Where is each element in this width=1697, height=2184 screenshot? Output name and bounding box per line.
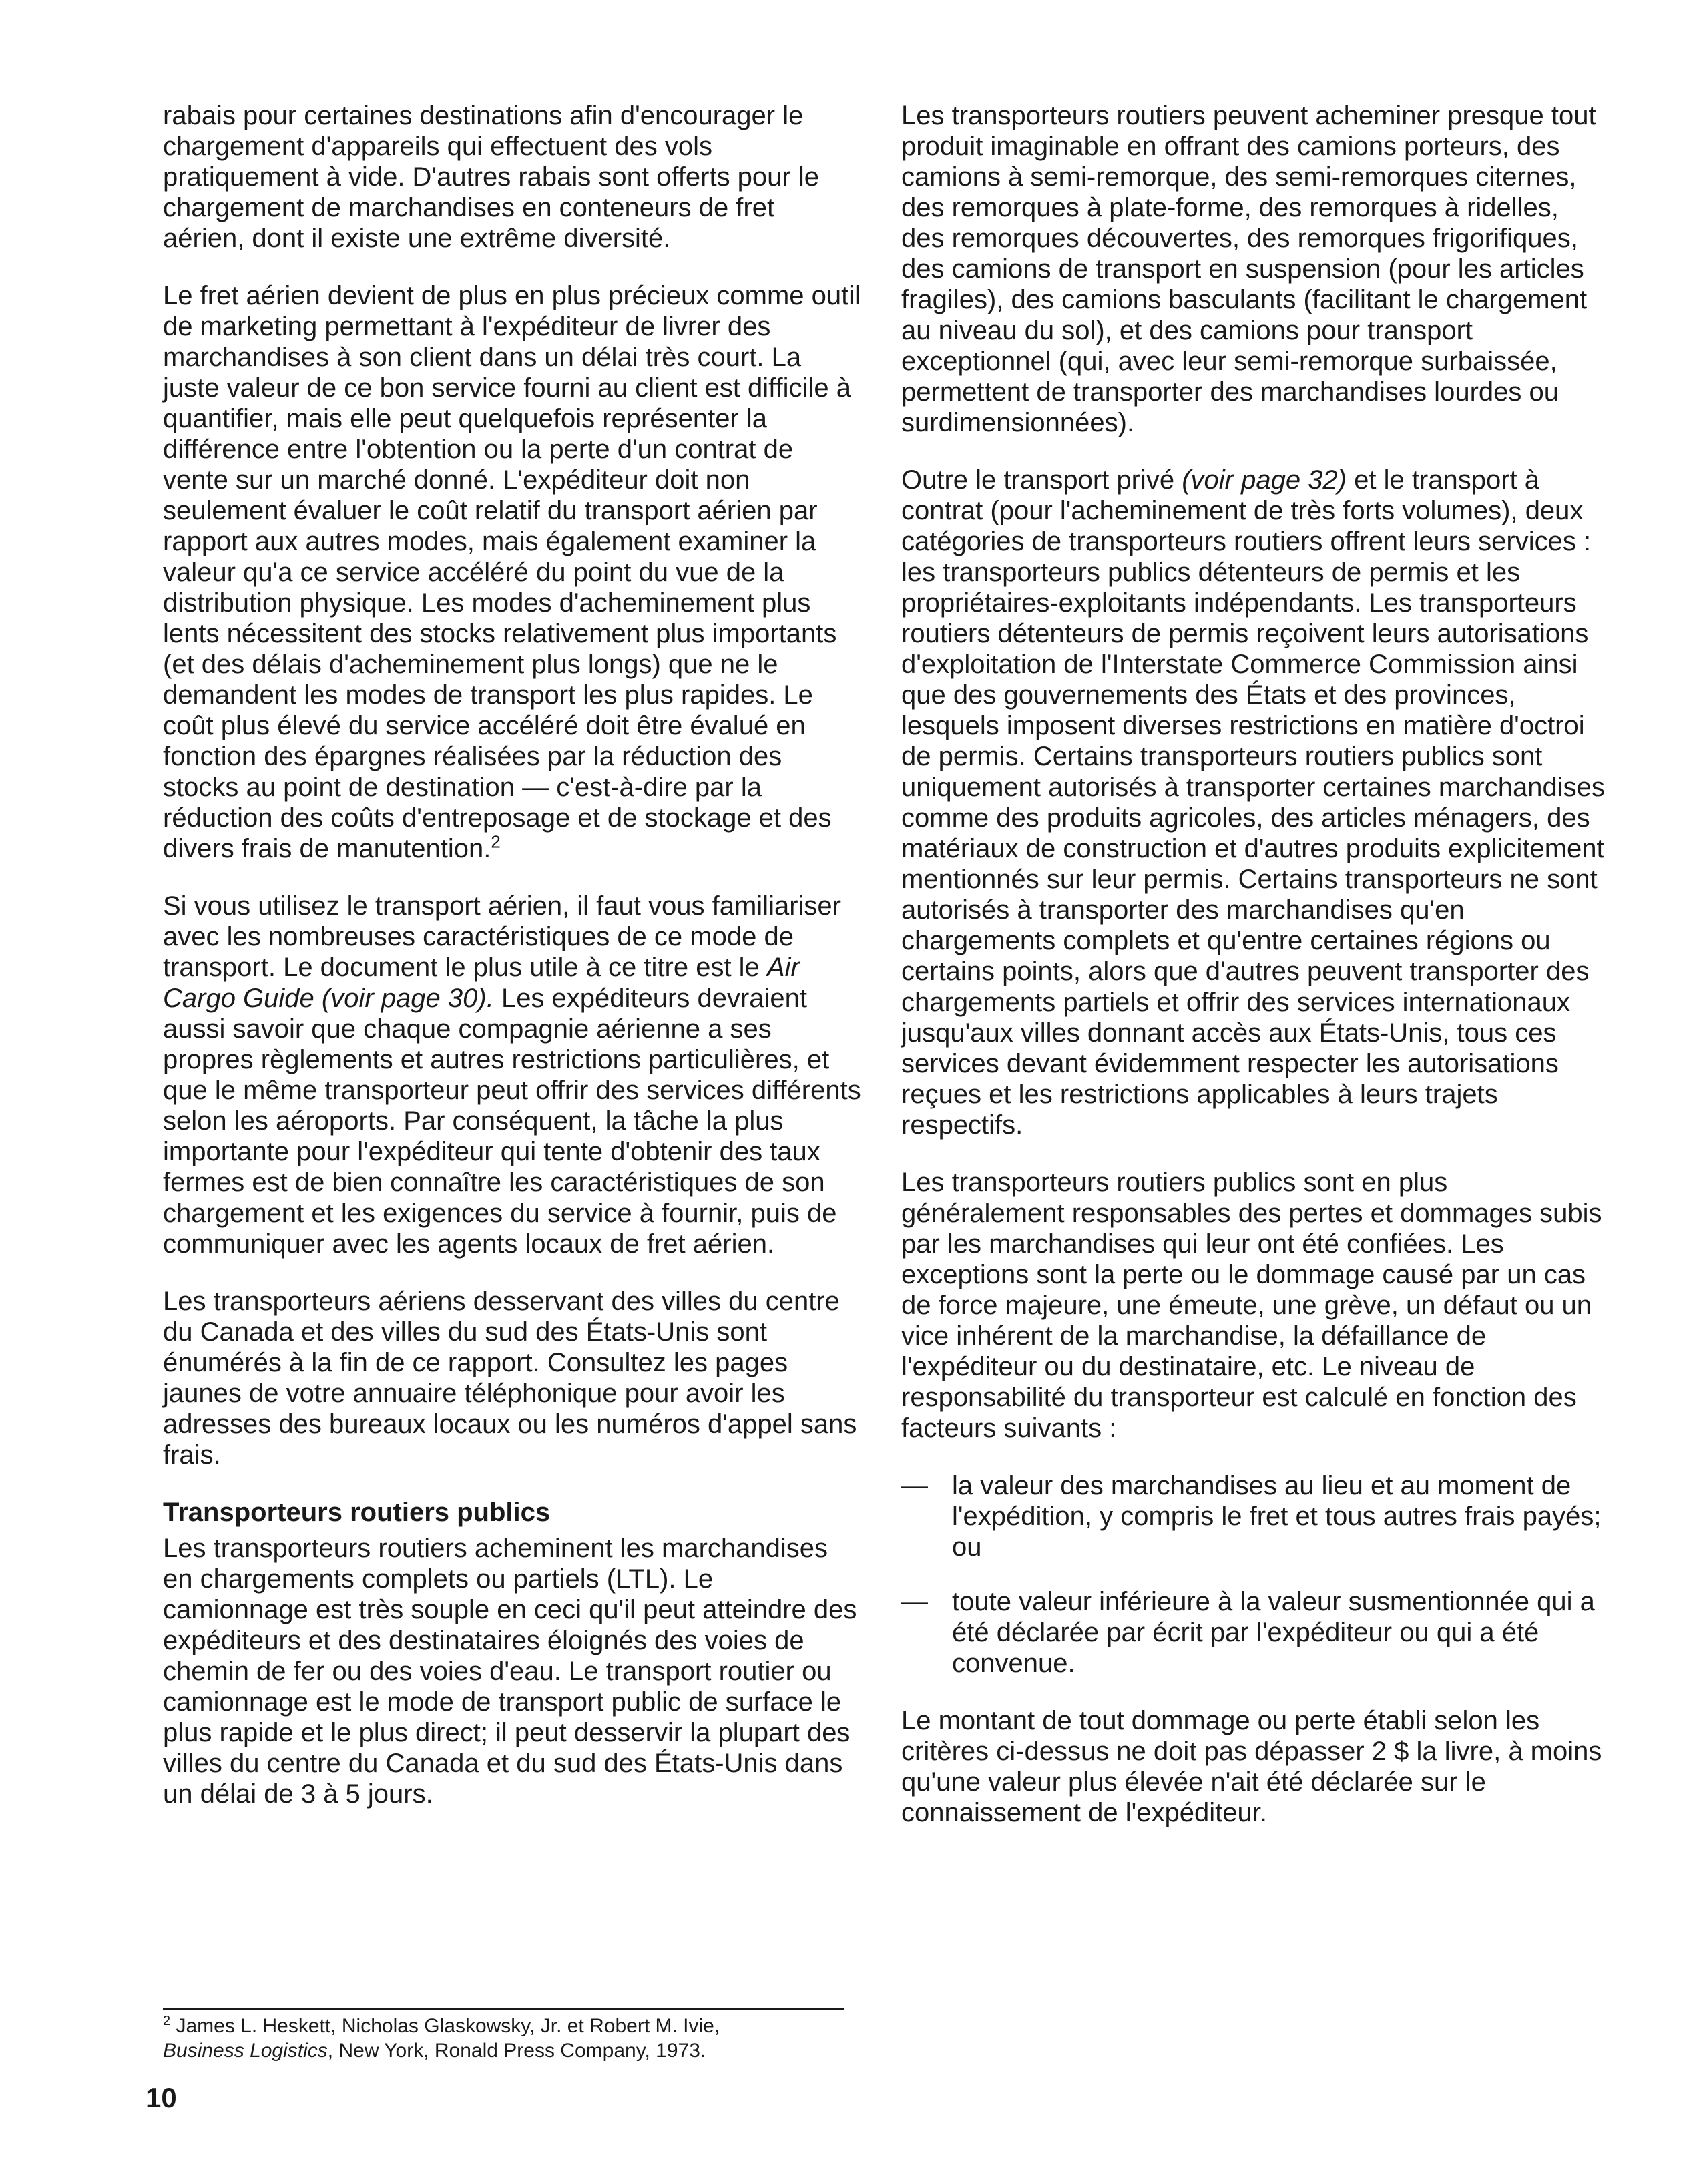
paragraph-truck-types: Les transporteurs routiers peuvent acheminer presque tout produit imaginable en offrant des camions porteurs, des camions à semi-remorque, des semi-remorques citernes, des remorques à plate-forme, des remorques à ridelles, des remorques découvertes, des remorques frigorifiques, des camions de transport en suspension (pour les articles fragiles), des camions basculants (facilitant le chargement au niveau du sol), et des camions pour transport exceptionnel (qui, avec leur semi-remorque surbaissée, permettent de transporter des marchandises lourdes ou surdimensionnées). [901,101,1596,437]
air-cargo-guide-ref: Air Cargo Guide (voir page 30). [163,953,800,1013]
dash-bullet: — [901,1587,928,1616]
paragraph-air-freight-value: Le fret aérien devient de plus en plus précieux comme outil de marketing permettant à l'expéditeur de livrer des marchandises à son client dans un délai très court. La juste valeur de ce bon service fourni au client est difficile à quantifier, mais elle peut quelquefois représenter la différence entre l'obtention ou la perte d'un contrat de vente sur un marché donné. L'expéditeur doit non seulement évaluer le coût relatif du transport aérien par rapport aux autres modes, mais également examiner la valeur qu'a ce service accéléré du point du vue de la distribution physique. Les modes d'acheminement plus lents nécessitent des stocks relativement plus importants (et des délais d'acheminement plus longs) que ne le demandent les modes de transport les plus rapides. Le coût plus élevé du service accéléré doit être évalué en fonction des épargnes réalisées par la réduction des stocks au point de destination — c'est-à-dire par la réduction des coûts d'entreposage et de stockage et des divers frais de manutention.$^2$ [163,281,861,863]
section-heading: Transporteurs routiers publics [163,1498,551,1527]
liability-factors-list [901,1470,1609,1679]
footnote: $^2$ James L. Heskett, Nicholas Glaskowsky, Jr. et Robert M. Ivie, Business Logistics, New York, Ronald Press Company, 1973. [163,2014,720,2062]
paragraph-air-carriers-list: Les transporteurs aériens desservant des villes du centre du Canada et des villes du sud des États-Unis sont énumérés à la fin de ce rapport. Consultez les pages jaunes de votre annuaire téléphonique pour avoir les adresses des bureaux locaux ou les numéros d'appel sans frais. [163,1287,857,1470]
paragraph-carrier-categories: Outre le transport privé (voir page 32) et le transport à contrat (pour l'acheminement de très forts volumes), deux catégories de transporteurs routiers offrent leurs services : les transporteurs publics détenteurs de permis et les propriétaires-exploitants indépendants. Les transporteurs routiers détenteurs de permis reçoivent leurs autorisations d'exploitation de l'Interstate Commerce Commission ainsi que des gouvernements des États et des provinces, lesquels imposent diverses restrictions en matière d'octroi de permis. Certains transporteurs routiers publics sont uniquement autorisés à transporter certaines marchandises comme des produits agricoles, des articles ménagers, des matériaux de construction et d'autres produits explicitement mentionnés sur leur permis. Certains transporteurs ne sont autorisés à transporter des marchandises qu'en chargements complets et qu'entre certaines régions ou certains points, alors que d'autres peuvent transporter des chargements partiels et offrir des services internationaux jusqu'aux villes donnant accès aux États-Unis, tous ces services devant évidemment respecter les autorisations reçues et les restrictions applicables à leurs trajets respectifs. [901,465,1605,1140]
footnote-book-title: Business Logistics [163,2040,328,2062]
right-column [901,100,1609,1855]
paragraph-air-cargo-guide: Si vous utilisez le transport aérien, il faut vous familiariser avec les nombreuses caractéristiques de ce mode de transport. Le document le plus utile à ce titre est le Air Cargo Guide (voir page 30). Les expéditeurs devraient aussi savoir que chaque compagnie aérienne a ses propres règlements et autres restrictions particulières, et que le même transporteur peut offrir des services différents selon les aéroports. Par conséquent, la tâche la plus importante pour l'expéditeur qui tente d'obtenir des taux fermes est de bien connaître les caractéristiques de son chargement et les exigences du service à fournir, puis de communiquer avec les agents locaux de fret aérien. [163,891,861,1259]
page-number: 10 [146,2082,177,2113]
page-32-ref: (voir page 32) [1182,465,1347,495]
paragraph-road-carriers: Les transporteurs routiers acheminent les marchandises en chargements complets ou partiels (LTL). Le camionnage est très souple en ceci qu'il peut atteindre des expéditeurs et des destinataires éloignés des voies de chemin de fer ou des voies d'eau. Le transport routier ou camionnage est le mode de transport public de surface le plus rapide et le plus direct; il peut desservir la plupart des villes du centre du Canada et du sud des États-Unis dans un délai de 3 à 5 jours. [163,1534,857,1809]
left-column [163,100,863,1836]
footnote-number: 2 [163,2014,171,2028]
paragraph-damage-limit: Le montant de tout dommage ou perte établi selon les critères ci-dessus ne doit pas dépasser 2 $ la livre, à moins qu'une valeur plus élevée n'ait été déclarée sur le connaissement de l'expéditeur. [901,1706,1602,1827]
footnote-ref: 2 [491,831,501,852]
list-item: — toute valeur inférieure à la valeur susmentionnée qui a été déclarée par écrit par l'expéditeur ou qui a été convenue. [901,1587,1595,1678]
footnote-divider [163,2008,844,2010]
paragraph-air-rebates: rabais pour certaines destinations afin d'encourager le chargement d'appareils qui effectuent des vols pratiquement à vide. D'autres rabais sont offerts pour le chargement de marchandises en conteneurs de fret aérien, dont il existe une extrême diversité. [163,101,819,253]
paragraph-carrier-liability: Les transporteurs routiers publics sont en plus généralement responsables des pertes et dommages subis par les marchandises qui leur ont été confiées. Les exceptions sont la perte ou le dommage causé par un cas de force majeure, une émeute, une grève, un défaut ou un vice inhérent de la marchandise, la défaillance de l'expéditeur ou du destinataire, etc. Le niveau de responsabilité du transporteur est calculé en fonction des facteurs suivants : [901,1168,1602,1443]
dash-bullet: — [901,1471,928,1500]
list-item: — la valeur des marchandises au lieu et au moment de l'expédition, y compris le fret et tous autres frais payés; ou [901,1471,1602,1562]
